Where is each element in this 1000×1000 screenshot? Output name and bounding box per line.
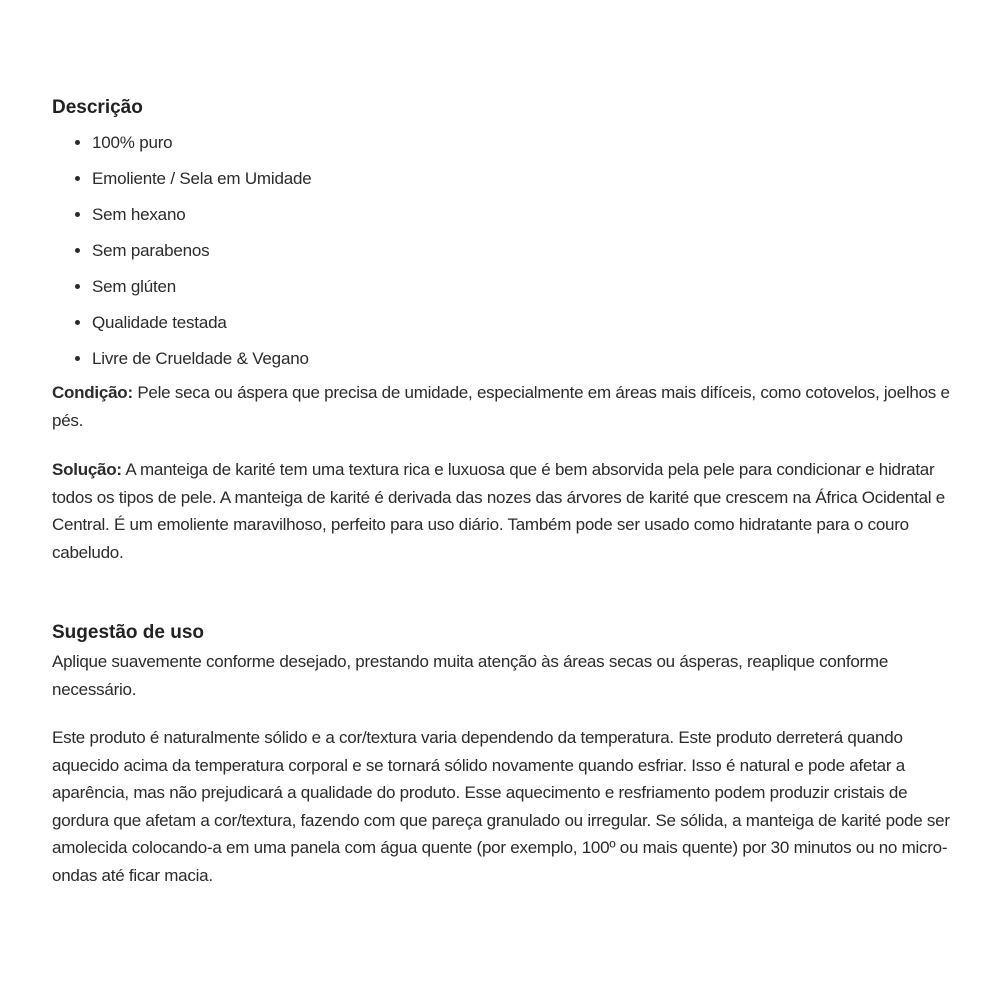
condition-paragraph [52, 379, 952, 434]
product-description [52, 95, 952, 889]
condition-text: Pele seca ou áspera que precisa de umidade, especialmente em áreas mais difíceis, como cotovelos, joelhos e pés. [52, 383, 950, 430]
solution-label: Solução: [52, 460, 122, 479]
usage-paragraph: Aplique suavemente conforme desejado, prestando muita atenção às áreas secas ou ásperas, reaplique conforme necessário. [52, 652, 889, 699]
usage-section [52, 620, 952, 889]
feature-item: • 100% puro [92, 125, 952, 161]
feature-item: • Sem glúten [92, 269, 952, 305]
feature-item: • Emoliente / Sela em Umidade [92, 161, 952, 197]
feature-list [52, 125, 952, 377]
condition-label: Condição: [52, 383, 133, 402]
description-section [52, 95, 952, 566]
usage-heading: Sugestão de uso [52, 622, 205, 643]
description-heading: Descrição [52, 97, 143, 118]
solution-text: A manteiga de karité tem uma textura rica e luxuosa que é bem absorvida pela pele para condicionar e hidratar todos os tipos de pele. A manteiga de karité é derivada das nozes das árvores de karité que crescem na África Ocidental e Central. É um emoliente maravilhoso, perfeito para uso diário. Também pode ser usado como hidratante para o couro cabeludo. [52, 460, 946, 562]
feature-item: • Livre de Crueldade & Vegano [92, 341, 952, 377]
solution-paragraph [52, 456, 952, 566]
feature-item: • Qualidade testada [92, 305, 952, 341]
feature-item: • Sem hexano [92, 197, 952, 233]
feature-item: • Sem parabenos [92, 233, 952, 269]
storage-paragraph: Este produto é naturalmente sólido e a cor/textura varia dependendo da temperatura. Este produto derreterá quando aquecido acima da temperatura corporal e se tornará sólido novamente quando esfriar. Isso é natural e pode afetar a aparência, mas não prejudicará a qualidade do produto. Esse aquecimento e resfriamento podem produzir cristais de gordura que afetam a cor/textura, fazendo com que pareça granulado ou irregular. Se sólida, a manteiga de karité pode ser amolecida colocando-a em uma panela com água quente (por exemplo, 100º ou mais quente) por 30 minutos ou no micro-ondas até ficar macia. [52, 728, 950, 885]
